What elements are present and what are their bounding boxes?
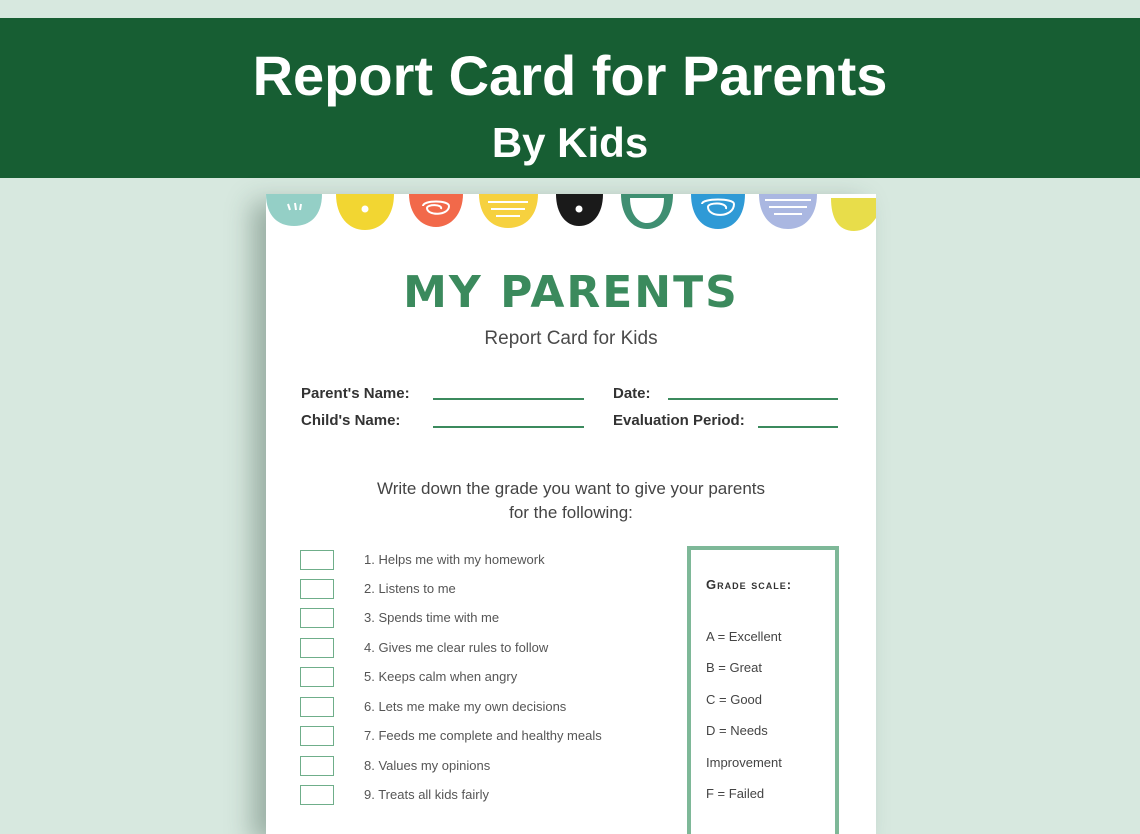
child-name-line[interactable]	[433, 426, 584, 428]
child-name-label: Child's Name:	[301, 412, 401, 429]
bunting-decoration	[266, 194, 876, 234]
date-line[interactable]	[668, 398, 838, 400]
parent-name-label: Parent's Name:	[301, 385, 410, 402]
header-banner	[0, 18, 1140, 178]
item-label: 1. Helps me with my homework	[364, 552, 545, 567]
grade-scale-entry: B = Great	[706, 660, 762, 675]
item-label: 5. Keeps calm when angry	[364, 669, 518, 684]
banner-subtitle: By Kids	[491, 119, 649, 166]
grade-scale-entry: Improvement	[706, 755, 782, 770]
grade-box[interactable]	[300, 579, 334, 599]
item-label: 9. Treats all kids fairly	[364, 787, 489, 802]
grade-box[interactable]	[300, 726, 334, 746]
grade-scale-box	[687, 546, 839, 834]
bunting-flag-3	[409, 194, 463, 227]
item-label: 8. Values my opinions	[364, 758, 491, 773]
grade-box[interactable]	[300, 550, 334, 570]
bunting-flag-5	[556, 194, 603, 226]
item-label: 7. Feeds me complete and healthy meals	[364, 728, 602, 743]
grade-scale-entry: D = Needs	[706, 723, 768, 738]
bunting-flag-4	[479, 194, 538, 228]
grade-box[interactable]	[300, 697, 334, 717]
item-label: 3. Spends time with me	[364, 610, 500, 625]
evaluation-period-label: Evaluation Period:	[613, 412, 745, 429]
grade-box[interactable]	[300, 667, 334, 687]
item-label: 6. Lets me make my own decisions	[364, 699, 567, 714]
bunting-flag-7	[691, 194, 745, 229]
bunting-flag-9	[831, 198, 876, 231]
grade-box[interactable]	[300, 756, 334, 776]
grade-box[interactable]	[300, 638, 334, 658]
grade-box[interactable]	[300, 785, 334, 805]
bunting-flag-8	[759, 194, 817, 229]
item-label: 2. Listens to me	[364, 581, 456, 596]
bunting-flag-2	[336, 194, 394, 230]
parent-name-line[interactable]	[433, 398, 584, 400]
sheet-heading: MY PARENTS	[403, 267, 739, 318]
grade-scale-title: Grade scale:	[706, 577, 793, 592]
report-card-sheet	[266, 194, 876, 834]
grade-scale-entry: C = Good	[706, 692, 763, 707]
grade-box[interactable]	[300, 608, 334, 628]
grade-scale-entry: F = Failed	[706, 786, 765, 801]
bunting-flag-1	[266, 194, 322, 226]
bunting-flag-6	[621, 194, 673, 229]
evaluation-period-line[interactable]	[758, 426, 838, 428]
sheet-subheading: Report Card for Kids	[484, 328, 658, 349]
item-label: 4. Gives me clear rules to follow	[364, 640, 549, 655]
instruction-line-2: for the following:	[509, 503, 633, 522]
instructions	[326, 477, 816, 525]
banner-title: Report Card for Parents	[252, 44, 888, 107]
date-label: Date:	[613, 385, 651, 402]
instruction-line-1: Write down the grade you want to give your parents	[376, 479, 766, 498]
grade-scale-entry: A = Excellent	[706, 629, 782, 644]
